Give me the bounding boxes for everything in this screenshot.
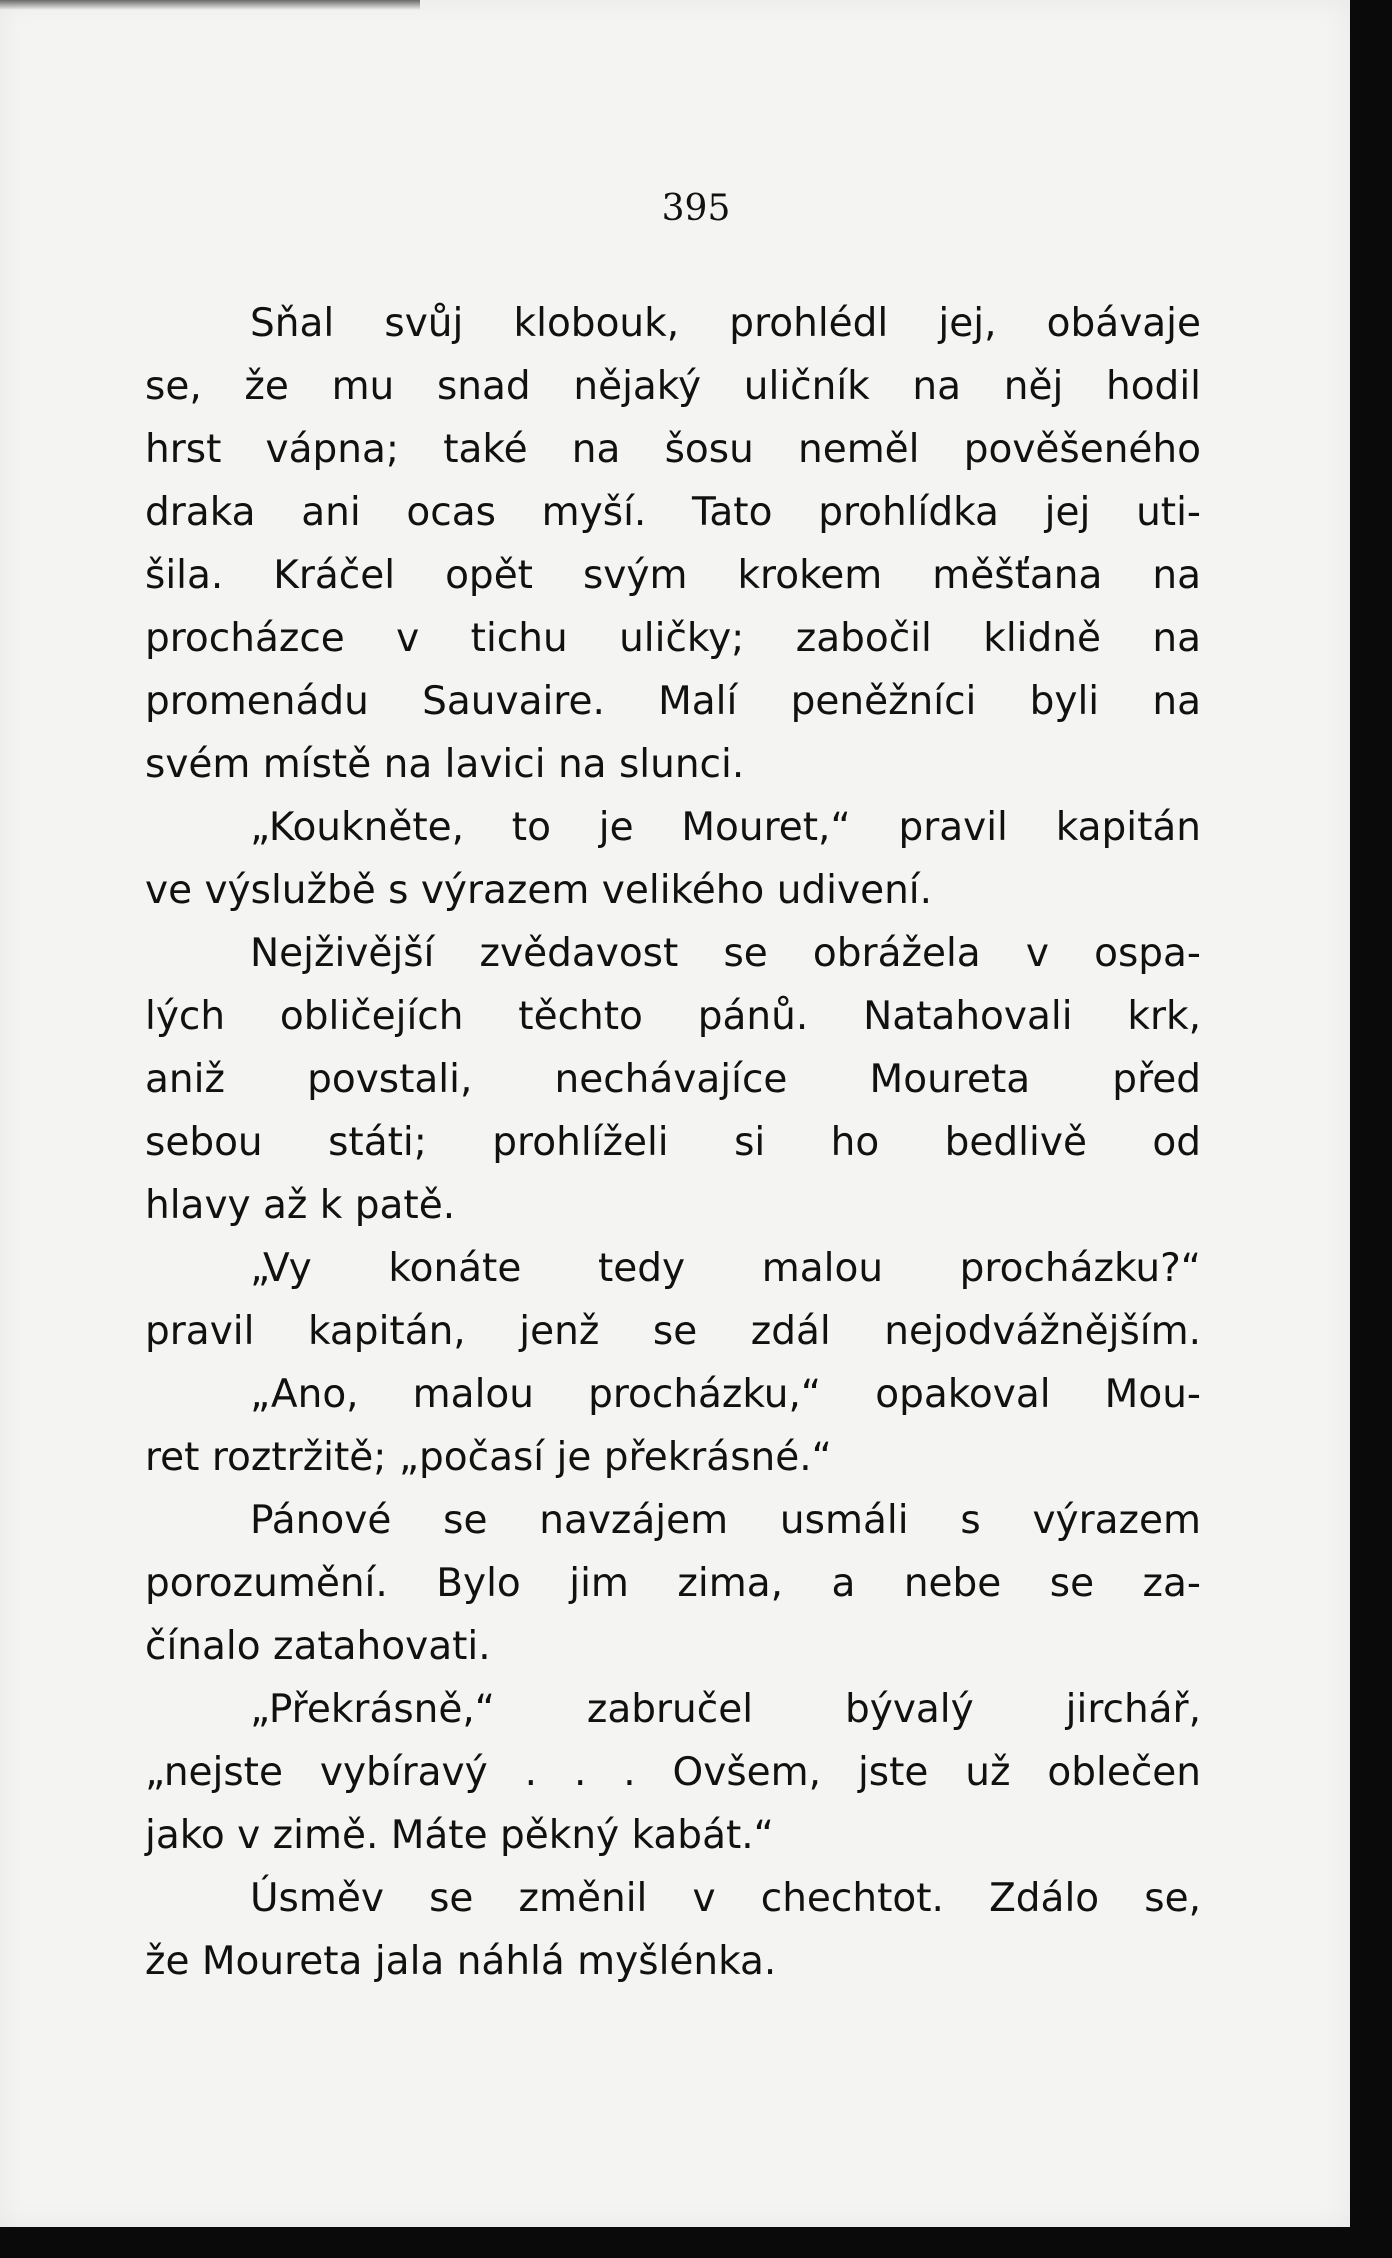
scan-smudge — [0, 0, 420, 10]
text-line: šila. Kráčel opět svým krokem měšťana na — [145, 553, 1201, 598]
text-line: Sňal svůj klobouk, prohlédl jej, obávaje — [250, 301, 1201, 346]
text-line: draka ani ocas myší. Tato prohlídka jej uti- — [145, 490, 1201, 535]
scan-border-bottom — [0, 2227, 1392, 2258]
text-line: porozumění. Bylo jim zima, a nebe se za- — [145, 1561, 1201, 1606]
text-line: „Ano, malou procházku,“ opakoval Mou- — [250, 1372, 1201, 1417]
text-line: se, že mu snad nějaký uličník na něj hodil — [145, 364, 1201, 409]
text-line: Nejživější zvědavost se obrážela v ospa- — [250, 931, 1201, 976]
text-line: Úsměv se změnil v chechtot. Zdálo se, — [250, 1876, 1201, 1921]
text-line: „Vy konáte tedy malou procházku?“ — [250, 1246, 1201, 1291]
text-line: procházce v tichu uličky; zabočil klidně na — [145, 616, 1201, 661]
text-line: ve výslužbě s výrazem velikého udivení. — [145, 868, 933, 913]
text-line: sebou státi; prohlíželi si ho bedlivě od — [145, 1120, 1201, 1165]
text-line: „Koukněte, to je Mouret,“ pravil kapitán — [250, 805, 1201, 850]
page-number: 395 — [661, 188, 731, 229]
text-line: lých obličejích těchto pánů. Natahovali krk, — [145, 994, 1201, 1039]
text-line: pravil kapitán, jenž se zdál nejodvážnějším. — [145, 1309, 1201, 1354]
text-line: svém místě na lavici na slunci. — [145, 742, 745, 787]
text-line: hlavy až k patě. — [145, 1183, 456, 1228]
text-line: jako v zimě. Máte pěkný kabát.“ — [145, 1813, 774, 1858]
text-line: čínalo zatahovati. — [145, 1624, 491, 1669]
text-line: promenádu Sauvaire. Malí peněžníci byli na — [145, 679, 1201, 724]
text-line: aniž povstali, nechávajíce Moureta před — [145, 1057, 1201, 1102]
text-line: ret roztržitě; „počasí je překrásné.“ — [145, 1435, 832, 1480]
text-line: „nejste vybíravý . . . Ovšem, jste už oblečen — [145, 1750, 1201, 1795]
page-text — [145, 292, 1201, 1993]
text-line: Pánové se navzájem usmáli s výrazem — [250, 1498, 1201, 1543]
text-line: hrst vápna; také na šosu neměl pověšeného — [145, 427, 1201, 472]
text-line: že Moureta jala náhlá myšlénka. — [145, 1939, 777, 1984]
text-line: „Překrásně,“ zabručel bývalý jirchář, — [250, 1687, 1201, 1732]
scan-border-right — [1350, 0, 1392, 2258]
